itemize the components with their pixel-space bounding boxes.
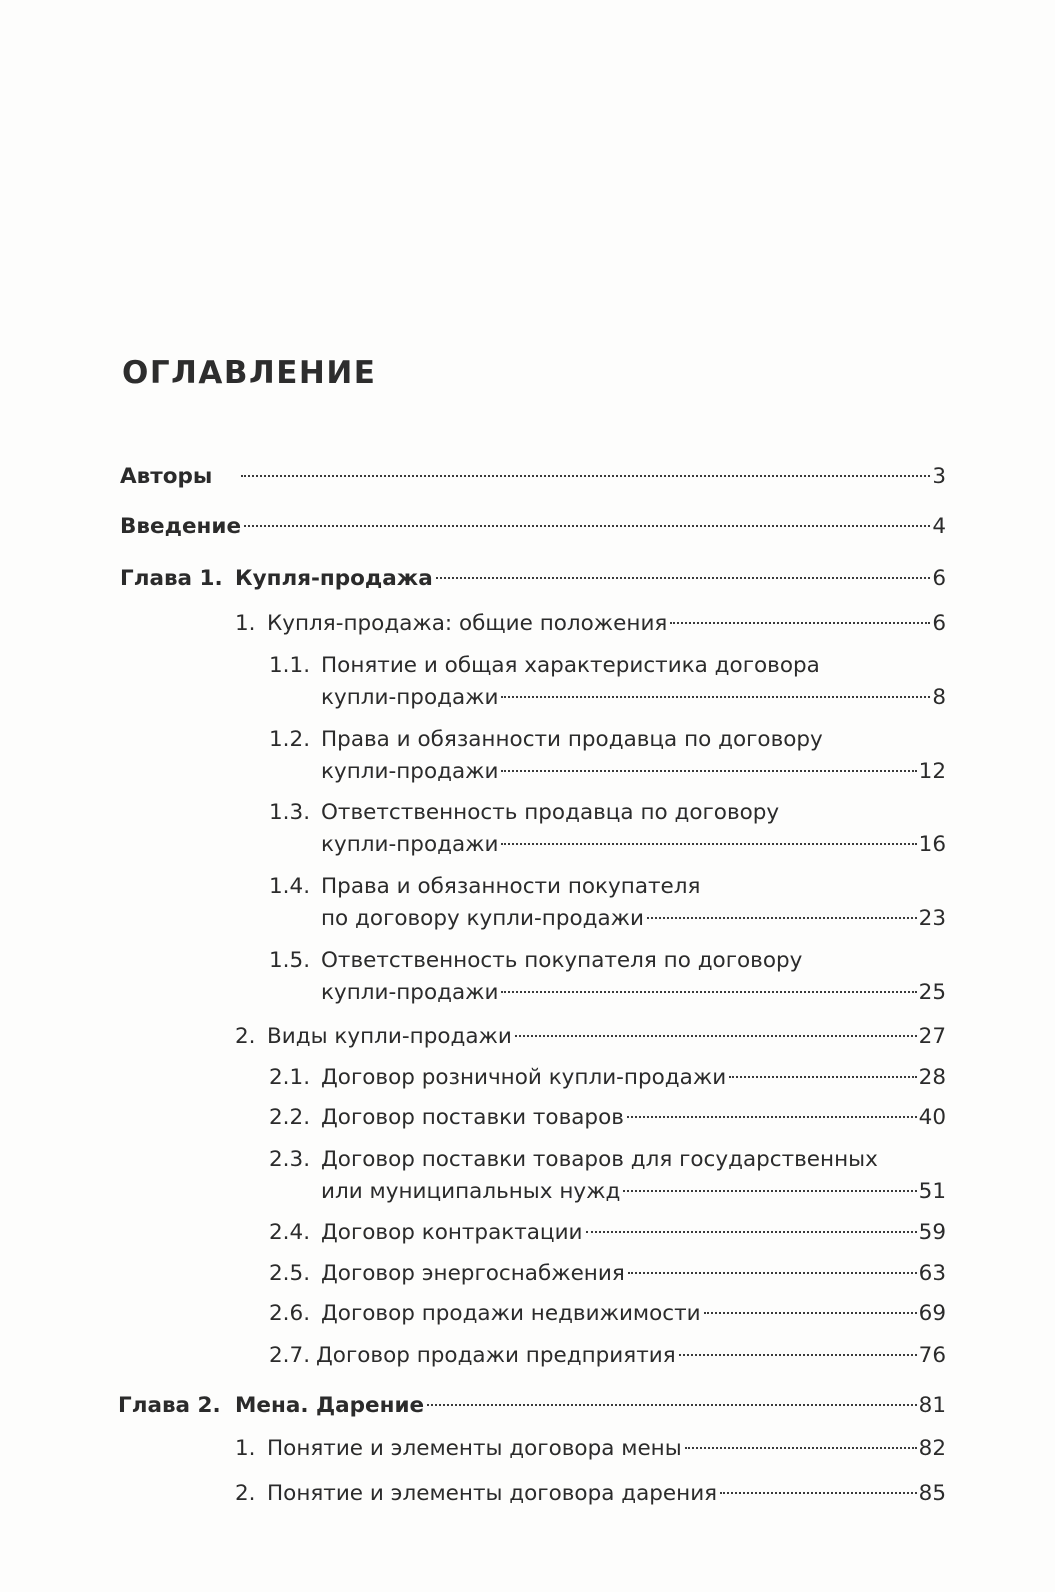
dot-leader <box>427 1404 917 1406</box>
section-number: 2.7. <box>269 1343 311 1368</box>
section-number: 2.2. <box>269 1105 311 1130</box>
section-number: 2.6. <box>269 1301 311 1326</box>
toc-entry-label: Договор поставки товаров <box>321 1105 624 1130</box>
toc-entry-page: 4 <box>932 514 946 539</box>
section-number: 2. <box>235 1481 256 1506</box>
dot-leader <box>244 525 930 527</box>
toc-entry-label: Купля-продажа: общие положения <box>267 611 668 636</box>
section-number: 2.3. <box>269 1147 311 1172</box>
toc-entry-label: Права и обязанности покупателя <box>321 874 701 899</box>
toc-entry-page: 59 <box>918 1220 946 1245</box>
section-number: 1. <box>235 611 256 636</box>
toc-entry-label: купли-продажи <box>321 685 499 710</box>
toc-entry-section-2-3-line2[interactable] <box>321 1177 946 1207</box>
toc-entry-chapter-2[interactable] <box>118 1391 946 1421</box>
section-number: 1.1. <box>269 653 311 678</box>
toc-entry-label: Договор продажи недвижимости <box>321 1301 701 1326</box>
dot-leader <box>501 770 916 772</box>
dot-leader <box>501 843 916 845</box>
toc-entry-label: Договор продажи предприятия <box>316 1343 676 1368</box>
dot-leader <box>241 475 930 477</box>
section-number: 1.5. <box>269 948 311 973</box>
toc-entry-label: купли-продажи <box>321 832 499 857</box>
toc-entry-section-1-2-line1[interactable] <box>269 725 946 755</box>
toc-entry-page: 16 <box>918 832 946 857</box>
section-number: 1.3. <box>269 800 311 825</box>
toc-entry-section-1[interactable] <box>235 609 946 639</box>
toc-entry-label: Понятие и общая характеристика договора <box>321 653 820 678</box>
section-number: 2.4. <box>269 1220 311 1245</box>
dot-leader <box>515 1035 917 1037</box>
toc-entry-section-1-2-line2[interactable] <box>321 757 946 787</box>
toc-entry-label: купли-продажи <box>321 980 499 1005</box>
toc-entry-section-2-2[interactable] <box>269 1103 946 1133</box>
dot-leader <box>647 917 917 919</box>
dot-leader <box>501 991 916 993</box>
dot-leader <box>501 696 930 698</box>
toc-entry-page: 28 <box>918 1065 946 1090</box>
dot-leader <box>627 1116 917 1118</box>
toc-entry-page: 82 <box>918 1436 946 1461</box>
dot-leader <box>704 1312 917 1314</box>
toc-entry-page: 3 <box>932 464 946 489</box>
toc-entry-label: Мена. Дарение <box>235 1393 425 1418</box>
toc-entry-label: Права и обязанности продавца по договору <box>321 727 823 752</box>
toc-entry-page: 23 <box>918 906 946 931</box>
toc-entry-section-1-4-line2[interactable] <box>321 904 946 934</box>
toc-entry-page: 51 <box>918 1179 946 1204</box>
toc-entry-page: 8 <box>932 685 946 710</box>
toc-entry-section-1-3-line1[interactable] <box>269 798 946 828</box>
toc-entry-label: Понятие и элементы договора мены <box>267 1436 682 1461</box>
dot-leader <box>623 1190 916 1192</box>
toc-entry-page: 6 <box>932 566 946 591</box>
toc-entry-chapter-1[interactable] <box>120 564 946 594</box>
toc-entry-label: купли-продажи <box>321 759 499 784</box>
toc-entry-section-1-5-line2[interactable] <box>321 978 946 1008</box>
toc-entry-page: 81 <box>918 1393 946 1418</box>
toc-entry-section-2-4[interactable] <box>269 1218 946 1248</box>
toc-entry-label: по договору купли-продажи <box>321 906 645 931</box>
toc-entry-section-1-3-line2[interactable] <box>321 830 946 860</box>
toc-entry-label: Виды купли-продажи <box>267 1024 512 1049</box>
toc-entry-label: Авторы <box>120 464 213 489</box>
toc-entry-section-1-4-line1[interactable] <box>269 872 946 902</box>
section-number: 1.2. <box>269 727 311 752</box>
toc-entry-section-1-5-line1[interactable] <box>269 946 946 976</box>
section-number: 2. <box>235 1024 256 1049</box>
toc-entry-intro[interactable] <box>120 512 946 542</box>
toc-entry-label: Договор контрактации <box>321 1220 583 1245</box>
dot-leader <box>729 1076 916 1078</box>
section-number: 1. <box>235 1436 256 1461</box>
toc-entry-chapter-2-section-1[interactable] <box>235 1434 946 1464</box>
toc-entry-label: Ответственность покупателя по договору <box>321 948 803 973</box>
toc-entry-section-1-1-line1[interactable] <box>269 651 946 681</box>
toc-entry-page: 12 <box>918 759 946 784</box>
toc-entry-section-1-1-line2[interactable] <box>321 683 946 713</box>
toc-entry-page: 76 <box>918 1343 946 1368</box>
dot-leader <box>679 1354 917 1356</box>
toc-entry-label: Купля-продажа <box>235 566 433 591</box>
toc-entry-authors[interactable] <box>120 462 946 492</box>
toc-entry-label: Ответственность продавца по договору <box>321 800 780 825</box>
toc-entry-page: 85 <box>918 1481 946 1506</box>
toc-entry-label: Понятие и элементы договора дарения <box>267 1481 718 1506</box>
toc-entry-section-2-1[interactable] <box>269 1063 946 1093</box>
toc-entry-page: 27 <box>918 1024 946 1049</box>
toc-entry-section-2-7[interactable] <box>269 1341 946 1371</box>
dot-leader <box>436 577 931 579</box>
toc-entry-section-2-5[interactable] <box>269 1259 946 1289</box>
toc-entry-page: 63 <box>918 1261 946 1286</box>
toc-entry-label: Договор поставки товаров для государственных <box>321 1147 878 1172</box>
toc-entry-page: 25 <box>918 980 946 1005</box>
section-number: 2.1. <box>269 1065 311 1090</box>
toc-entry-section-2[interactable] <box>235 1022 946 1052</box>
toc-entry-label: Введение <box>120 514 242 539</box>
toc-entry-label: Договор розничной купли-продажи <box>321 1065 727 1090</box>
dot-leader <box>720 1492 917 1494</box>
toc-entry-page: 6 <box>932 611 946 636</box>
toc-entry-label: или муниципальных нужд <box>321 1179 621 1204</box>
toc-entry-section-2-6[interactable] <box>269 1299 946 1329</box>
chapter-number: Глава 2. <box>118 1393 221 1418</box>
section-number: 2.5. <box>269 1261 311 1286</box>
dot-leader <box>628 1272 917 1274</box>
toc-entry-page: 40 <box>918 1105 946 1130</box>
dot-leader <box>670 622 930 624</box>
toc-entry-label: Договор энергоснабжения <box>321 1261 625 1286</box>
toc-entry-chapter-2-section-2[interactable] <box>235 1479 946 1509</box>
section-number: 1.4. <box>269 874 311 899</box>
toc-entry-section-2-3-line1[interactable] <box>269 1145 946 1175</box>
toc-entry-page: 69 <box>918 1301 946 1326</box>
dot-leader <box>685 1447 917 1449</box>
dot-leader <box>586 1231 917 1233</box>
toc-title: ОГЛАВЛЕНИЕ <box>122 355 377 391</box>
chapter-number: Глава 1. <box>120 566 223 591</box>
